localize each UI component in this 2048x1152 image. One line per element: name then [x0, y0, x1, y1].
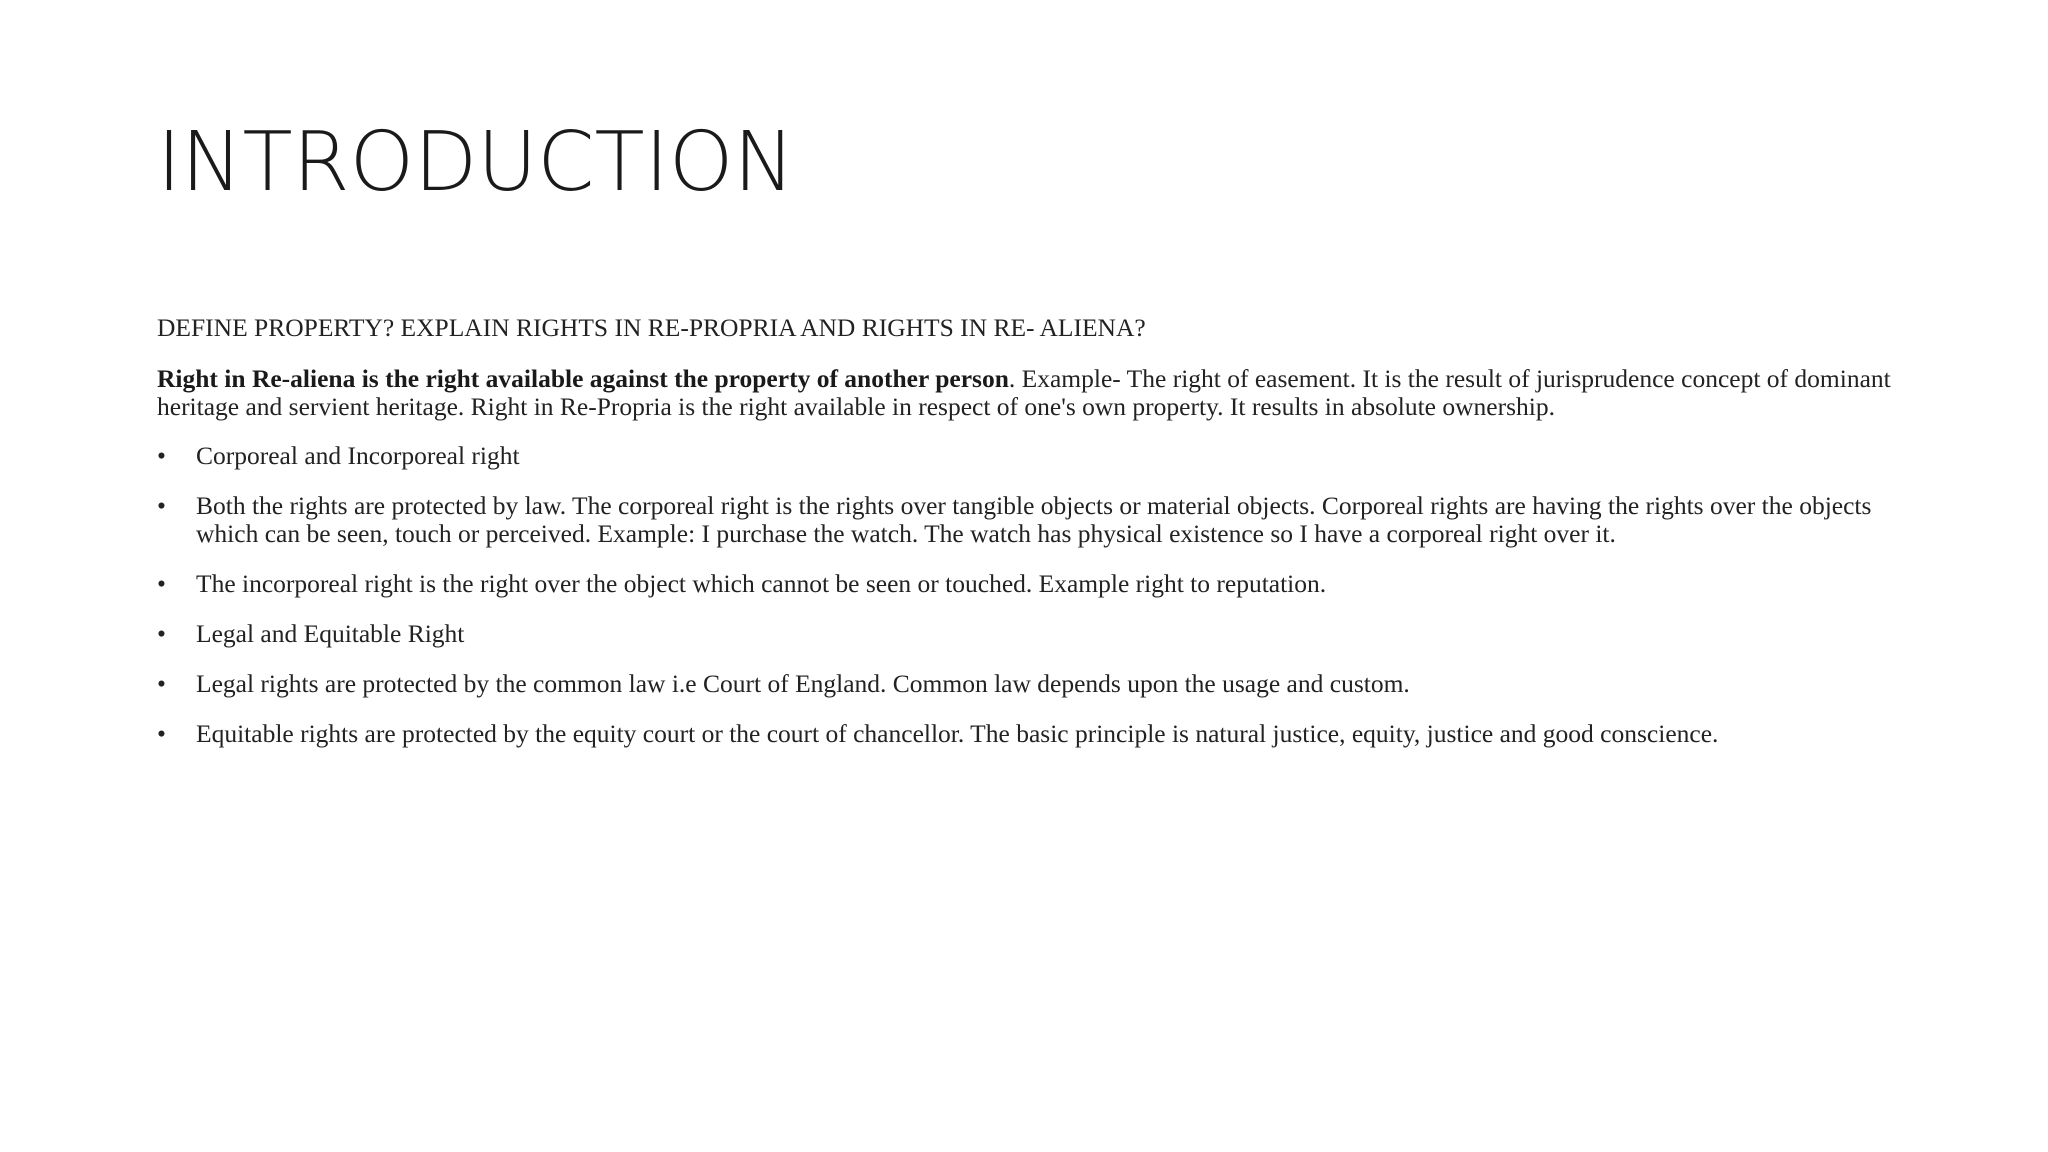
slide-body — [157, 314, 1917, 770]
list-item-text: Corporeal and Incorporeal right — [196, 441, 520, 470]
bullet-icon: • — [157, 491, 166, 520]
bullet-list — [157, 442, 1917, 748]
list-item — [157, 670, 1917, 698]
bullet-icon: • — [157, 719, 166, 748]
list-item-text: Equitable rights are protected by the equity court or the court of chancellor. The basic principle is natural justice, equity, justice and good conscience. — [196, 719, 1719, 748]
definition-paragraph — [157, 365, 1917, 421]
list-item — [157, 492, 1917, 548]
bullet-icon: • — [157, 569, 166, 598]
list-item-text: Legal rights are protected by the common law i.e Court of England. Common law depends upon the usage and custom. — [196, 669, 1410, 698]
list-item-text: Both the rights are protected by law. The corporeal right is the rights over tangible objects or material objects. Corporeal rights are having the rights over the objects which can be seen, touch or perceived. Example: I purchase the watch. The watch has physical existence so I have a corporeal right over it. — [196, 491, 1872, 548]
list-item-text: The incorporeal right is the right over the object which cannot be seen or touched. Example right to reputation. — [196, 569, 1327, 598]
slide-title: INTRODUCTION — [157, 115, 795, 210]
definition-text: . Example- The right of easement. It is the result of jurisprudence concept of dominant heritage and servient heritage. Right in Re-Propria is the right available in respect of one's own property. It results in absolute ownership. — [157, 364, 1891, 421]
bullet-icon: • — [157, 619, 166, 648]
list-item-text: Legal and Equitable Right — [196, 619, 465, 648]
list-item — [157, 442, 1917, 470]
list-item — [157, 720, 1917, 748]
list-item — [157, 570, 1917, 598]
bullet-icon: • — [157, 669, 166, 698]
question-text: DEFINE PROPERTY? EXPLAIN RIGHTS IN RE-PROPRIA AND RIGHTS IN RE- ALIENA? — [157, 313, 1146, 342]
definition-bold-text: Right in Re-aliena is the right available against the property of another person — [157, 364, 1009, 393]
bullet-icon: • — [157, 441, 166, 470]
list-item — [157, 620, 1917, 648]
